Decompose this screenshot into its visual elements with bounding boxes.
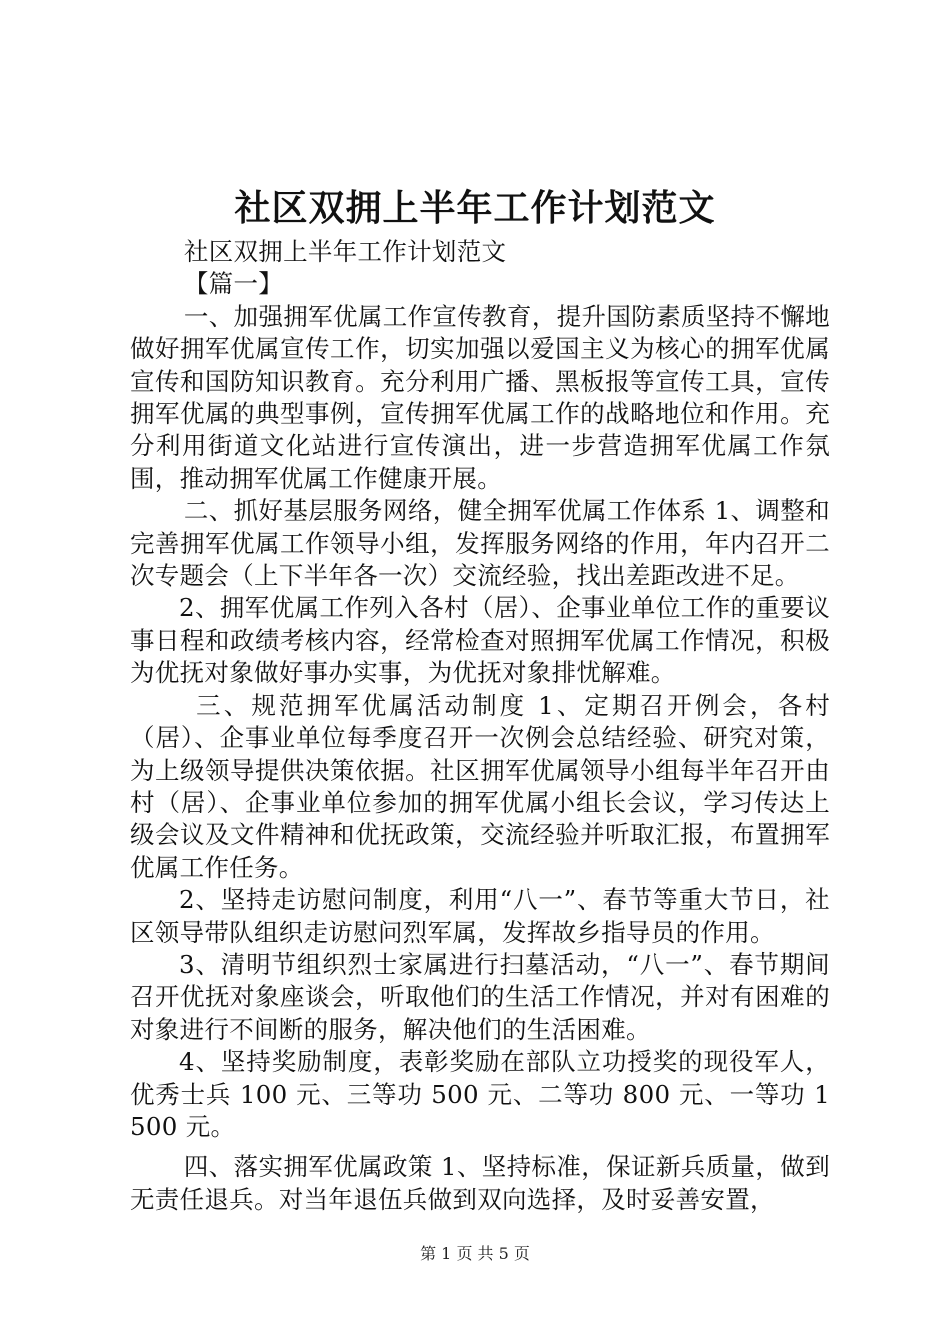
paragraph-5: 2、坚持走访慰问制度，利用“八一”、春节等重大节日，社区领导带队组织走访慰问烈军属，发挥故乡指导员的作用。 bbox=[130, 885, 830, 947]
paragraph-1: 一、加强拥军优属工作宣传教育，提升国防素质坚持不懈地做好拥军优属宣传工作，切实加强以爱国主义为核心的拥军优属宣传和国防知识教育。充分利用广播、黑板报等宣传工具，宣传拥军优属的典型事例，宣传拥军优属工作的战略地位和作用。充分利用街道文化站进行宣传演出，进一步营造拥军优属工作氛围，推动拥军优属工作健康开展。 bbox=[130, 301, 830, 493]
page-number: 第 1 页 共 5 页 bbox=[420, 1244, 530, 1263]
paragraph-8: 四、落实拥军优属政策 1、坚持标准，保证新兵质量，做到无责任退兵。对当年退伍兵做到双向选择，及时妥善安置， bbox=[130, 1152, 830, 1214]
paragraph-3: 2、拥军优属工作列入各村（居）、企事业单位工作的重要议事日程和政绩考核内容，经常检查对照拥军优属工作情况，积极为优抚对象做好事办实事，为优抚对象排忧解难。 bbox=[130, 593, 830, 688]
paragraph-4: 三、规范拥军优属活动制度 1、定期召开例会，各村（居）、企事业单位每季度召开一次例会总结经验、研究对策，为上级领导提供决策依据。社区拥军优属领导小组每半年召开由村（居）、企事业单位参加的拥军优属小组长会议，学习传达上级会议及文件精神和优抚政策，交流经验并听取汇报，布置拥军优属工作任务。 bbox=[130, 690, 830, 882]
paragraph-7: 4、坚持奖励制度，表彰奖励在部队立功授奖的现役军人，优秀士兵 100 元、三等功 500 元、二等功 800 元、一等功 1500 元。 bbox=[130, 1047, 830, 1141]
subtitle-paragraph: 社区双拥上半年工作计划范文 bbox=[183, 237, 507, 266]
document-body bbox=[130, 236, 830, 1216]
paragraph-6: 3、清明节组织烈士家属进行扫墓活动，“八一”、春节期间召开优抚对象座谈会，听取他们的生活工作情况，并对有困难的对象进行不间断的服务，解决他们的生活困难。 bbox=[130, 949, 830, 1044]
section-label: 【篇一】 bbox=[183, 269, 284, 299]
paragraph-2: 二、抓好基层服务网络，健全拥军优属工作体系 1、调整和完善拥军优属工作领导小组，发挥服务网络的作用，年内召开二次专题会（上下半年各一次）交流经验，找出差距改进不足。 bbox=[130, 496, 830, 591]
document-title: 社区双拥上半年工作计划范文 bbox=[234, 187, 716, 229]
